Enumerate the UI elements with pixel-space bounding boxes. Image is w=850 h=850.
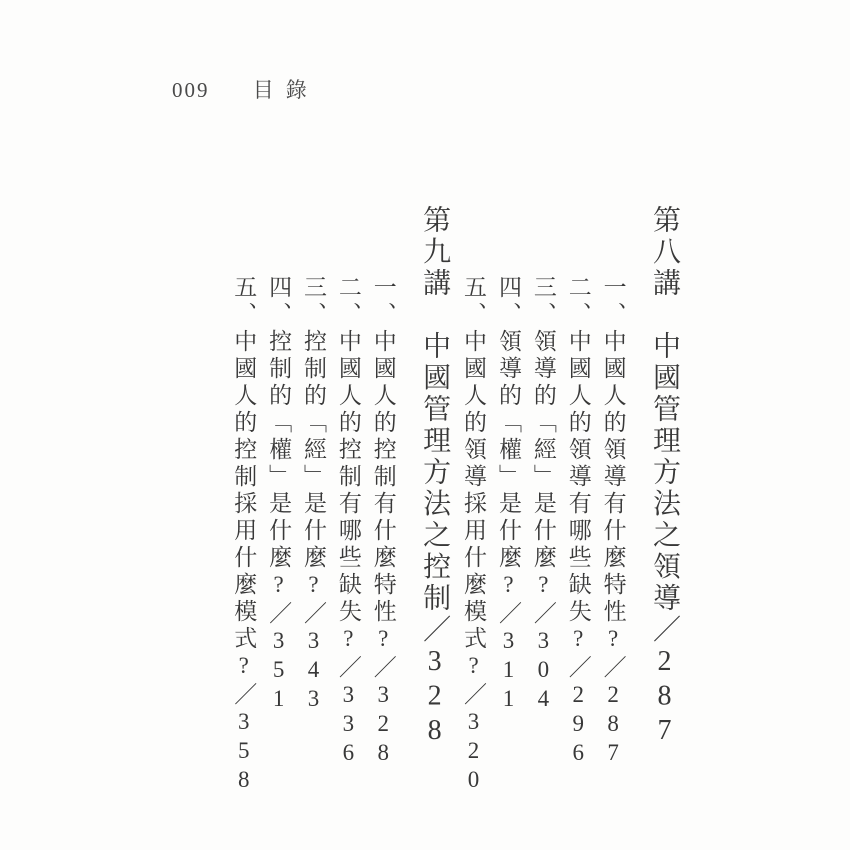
chapter-9-title: 第九講 中國管理方法之控制／328 — [419, 205, 451, 750]
toc-entry-9-3: 三、控制的「經」是什麼?／343 — [300, 275, 326, 715]
chapter-8-section — [458, 205, 682, 805]
page-number: 009 — [172, 78, 210, 102]
toc-entry-8-3: 三、領導的「經」是什麼?／304 — [530, 275, 556, 715]
toc-entry-9-2: 二、中國人的控制有哪些缺失?／336 — [335, 275, 361, 769]
toc-entry-9-4: 四、控制的「權」是什麼?／351 — [266, 275, 292, 715]
toc-entry-9-1: 一、中國人的控制有什麼特性?／328 — [370, 275, 396, 769]
chapter-8-title: 第八講 中國管理方法之領導／287 — [649, 205, 680, 750]
toc-entry-8-1: 一、中國人的領導有什麼特性?／287 — [600, 275, 626, 769]
table-of-contents — [223, 205, 682, 805]
toc-entry-8-4: 四、領導的「權」是什麼?／311 — [495, 275, 521, 715]
toc-entry-8-5: 五、中國人的領導採用什麼模式?／320 — [461, 275, 487, 796]
running-head — [172, 74, 319, 104]
toc-entry-9-5: 五、中國人的控制採用什麼模式?／358 — [231, 275, 257, 796]
toc-entry-8-2: 二、中國人的領導有哪些缺失?／296 — [565, 275, 591, 769]
chapter-9-section — [228, 205, 452, 805]
section-label: 目錄 — [252, 78, 319, 102]
